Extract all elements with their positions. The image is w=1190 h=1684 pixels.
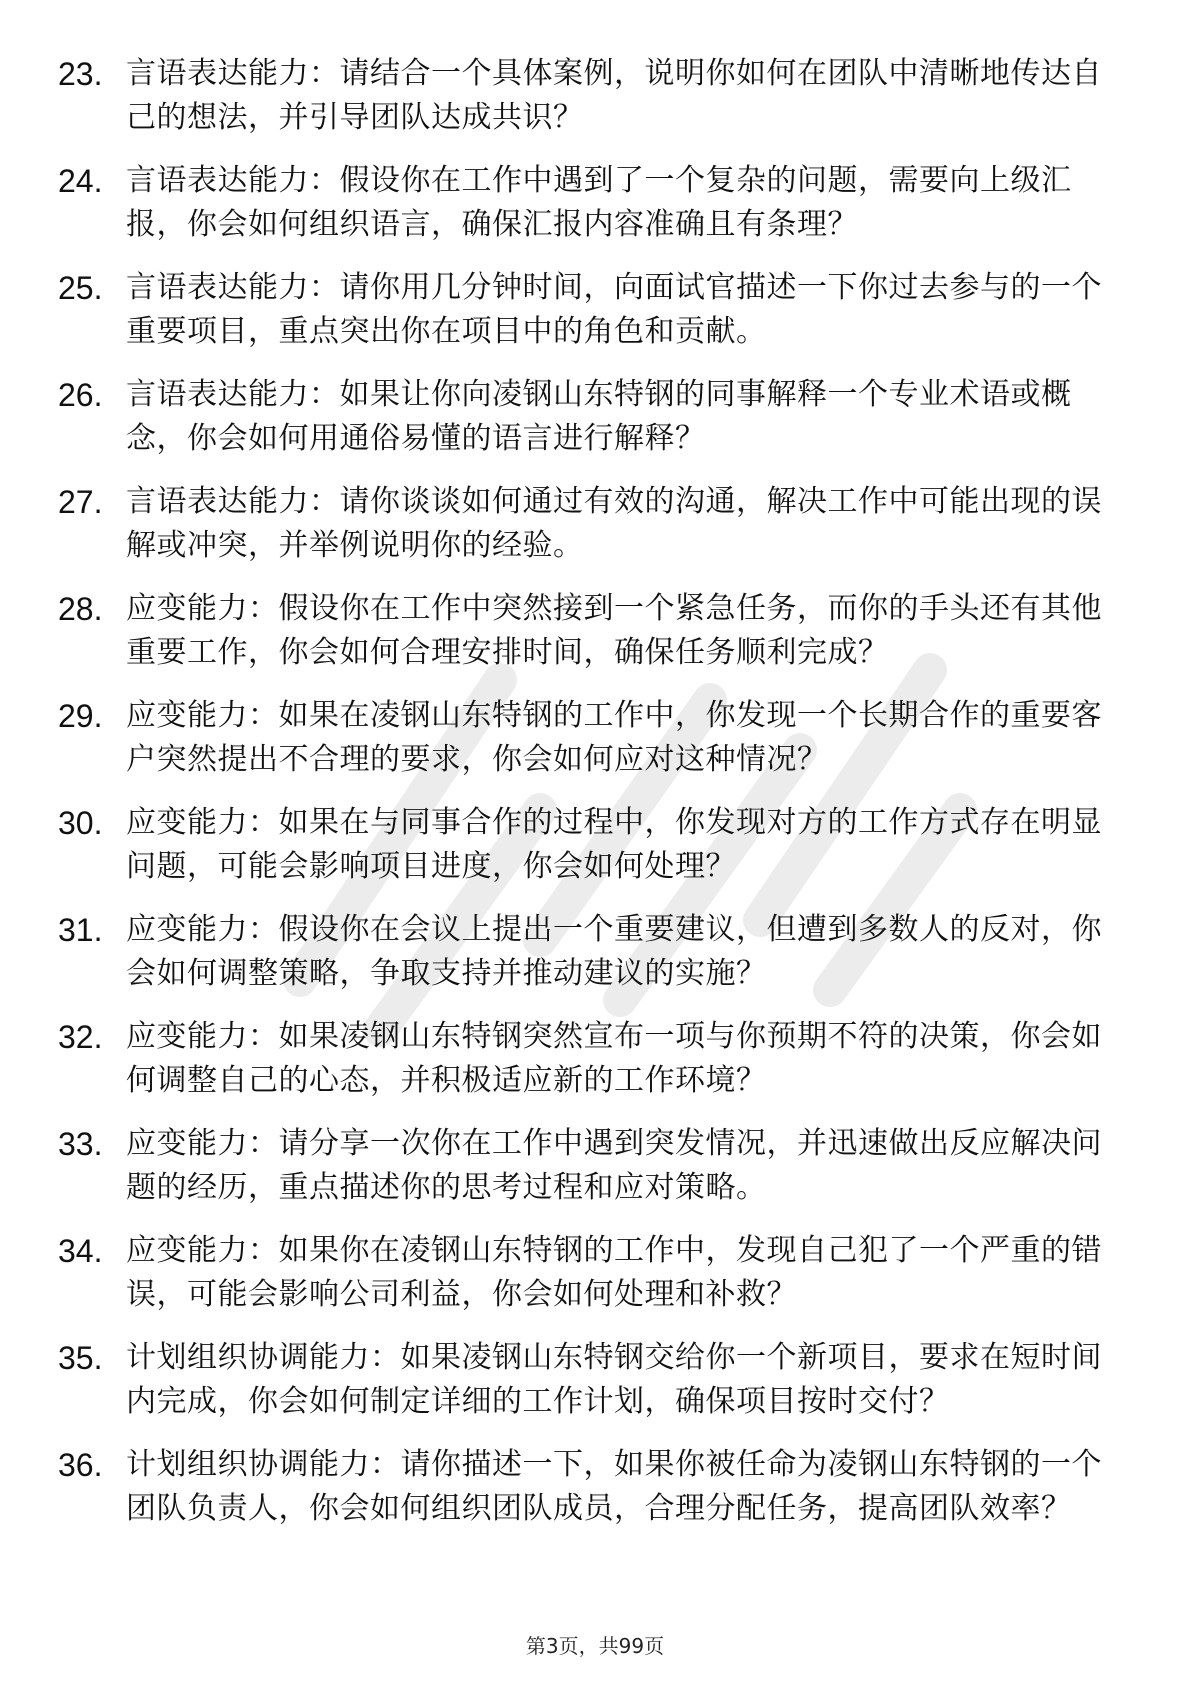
question-text: 言语表达能力：请结合一个具体案例，说明你如何在团队中清晰地传达自己的想法，并引导团队达成共识？ [126,56,1102,135]
question-text: 应变能力：如果凌钢山东特钢突然宣布一项与你预期不符的决策，你会如何调整自己的心态，并积极适应新的工作环境？ [126,1019,1102,1098]
question-text: 应变能力：请分享一次你在工作中遇到突发情况，并迅速做出反应解决问题的经历，重点描述你的思考过程和应对策略。 [126,1126,1102,1205]
question-text: 言语表达能力：请你谈谈如何通过有效的沟通，解决工作中可能出现的误解或冲突，并举例说明你的经验。 [126,484,1102,563]
question-item-34 [58,1229,1118,1317]
question-text: 应变能力：假设你在会议上提出一个重要建议，但遭到多数人的反对，你会如何调整策略，争取支持并推动建议的实施？ [126,912,1102,991]
question-number: 33. [58,1126,103,1162]
question-number: 32. [58,1019,103,1055]
question-number: 28. [58,591,103,627]
question-number: 34. [58,1233,103,1269]
question-item-36 [58,1443,1118,1531]
question-item-26 [58,373,1118,461]
question-number: 27. [58,484,103,520]
question-number: 26. [58,377,103,413]
question-item-24 [58,159,1118,247]
question-number: 29. [58,698,103,734]
question-item-27 [58,480,1118,568]
question-number: 24. [58,163,103,199]
question-number: 23. [58,56,103,92]
question-text: 计划组织协调能力：如果凌钢山东特钢交给你一个新项目，要求在短时间内完成，你会如何制定详细的工作计划，确保项目按时交付？ [126,1340,1102,1419]
question-item-33 [58,1122,1118,1210]
question-item-32 [58,1015,1118,1103]
question-list [58,52,1118,1550]
question-text: 应变能力：假设你在工作中突然接到一个紧急任务，而你的手头还有其他重要工作，你会如何合理安排时间，确保任务顺利完成？ [126,591,1102,670]
question-text: 言语表达能力：如果让你向凌钢山东特钢的同事解释一个专业术语或概念，你会如何用通俗易懂的语言进行解释？ [126,377,1072,456]
question-item-35 [58,1336,1118,1424]
question-item-25 [58,266,1118,354]
question-text: 应变能力：如果你在凌钢山东特钢的工作中，发现自己犯了一个严重的错误，可能会影响公司利益，你会如何处理和补救？ [126,1233,1102,1312]
question-number: 35. [58,1340,103,1376]
question-item-23 [58,52,1118,140]
question-text: 应变能力：如果在凌钢山东特钢的工作中，你发现一个长期合作的重要客户突然提出不合理的要求，你会如何应对这种情况？ [126,698,1102,777]
question-number: 30. [58,805,103,841]
question-text: 应变能力：如果在与同事合作的过程中，你发现对方的工作方式存在明显问题，可能会影响项目进度，你会如何处理？ [126,805,1102,884]
question-number: 36. [58,1447,103,1483]
question-item-29 [58,694,1118,782]
question-item-30 [58,801,1118,889]
question-text: 计划组织协调能力：请你描述一下，如果你被任命为凌钢山东特钢的一个团队负责人，你会如何组织团队成员，合理分配任务，提高团队效率？ [126,1447,1102,1526]
question-item-31 [58,908,1118,996]
question-text: 言语表达能力：假设你在工作中遇到了一个复杂的问题，需要向上级汇报，你会如何组织语言，确保汇报内容准确且有条理？ [126,163,1072,242]
question-text: 言语表达能力：请你用几分钟时间，向面试官描述一下你过去参与的一个重要项目，重点突出你在项目中的角色和贡献。 [126,270,1102,349]
question-number: 25. [58,270,103,306]
question-item-28 [58,587,1118,675]
question-number: 31. [58,912,103,948]
page-number-footer: 第3页，共99页 [525,1634,665,1658]
